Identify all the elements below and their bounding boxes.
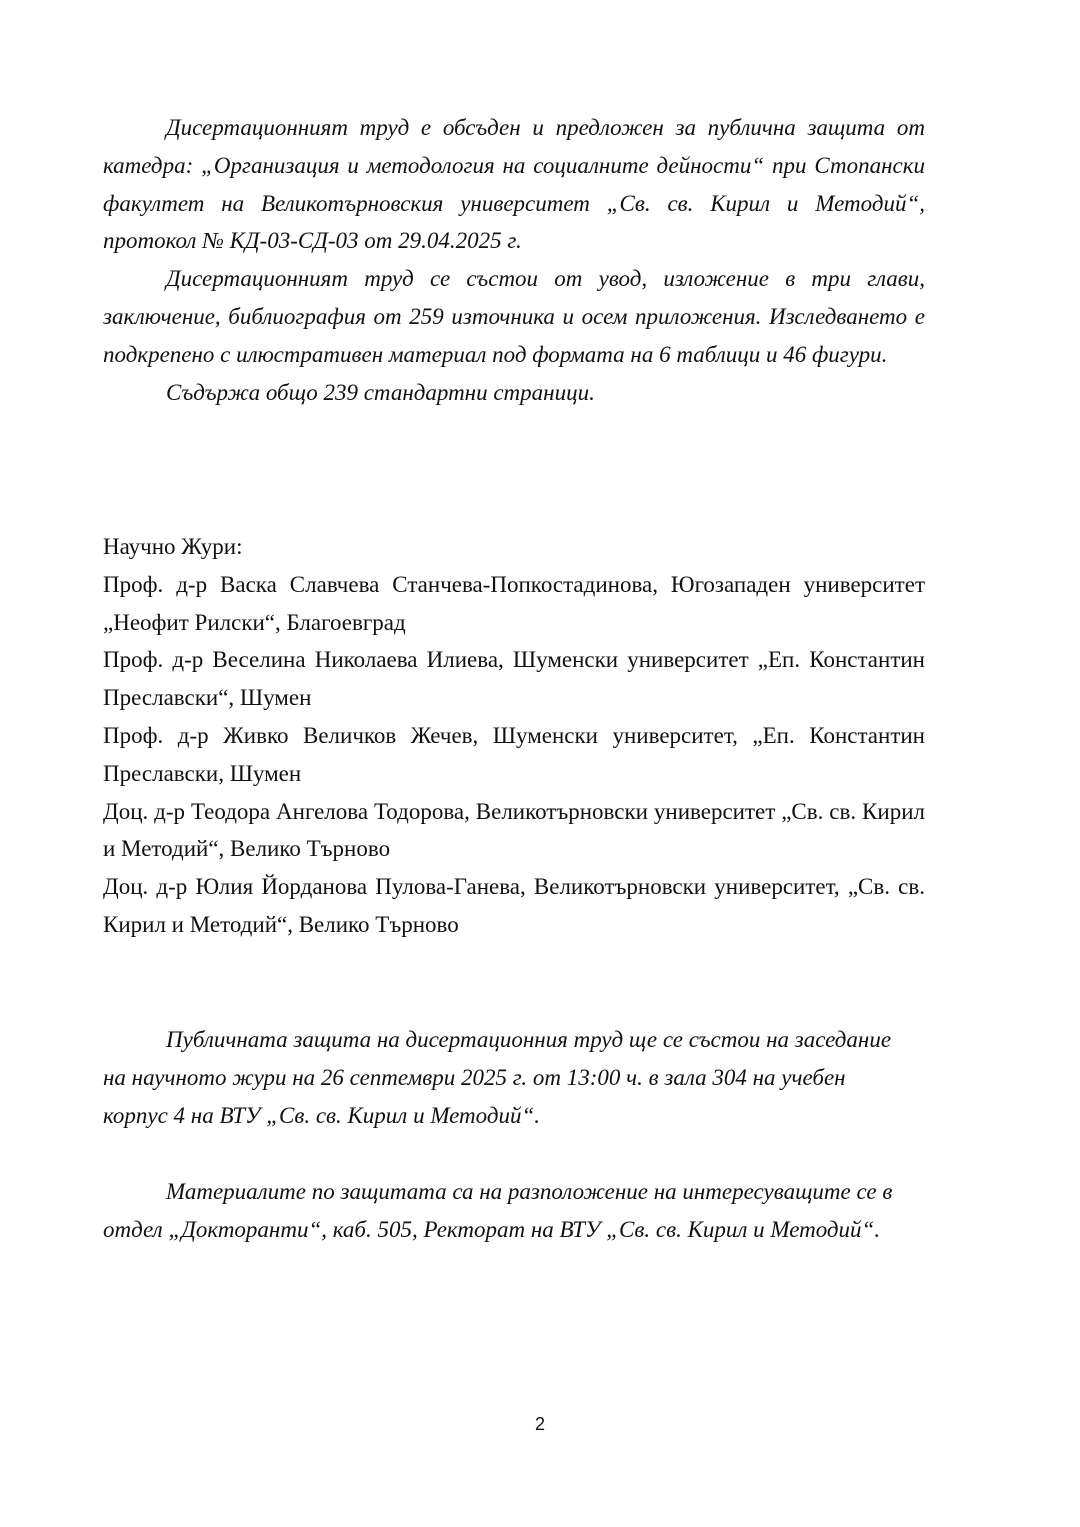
discussion-paragraph: Дисертационният труд е обсъден и предложен за публична защита от катедра: „Организация и методология на социалните дейности“ при Стопански факултет на Великотърновския университет „Св. св. Кирил и Методий“, протокол № КД-03-СД-03 от 29.04.2025 г. <box>103 115 925 254</box>
jury-section <box>103 528 925 944</box>
jury-member: Доц. д-р Юлия Йорданова Пулова-Ганева, Великотърновски университет, „Св. св. Кирил и Методий“, Велико Търново <box>103 874 925 937</box>
defense-paragraph: Публичната защита на дисертационния труд ще се състои на заседание на научното жури на 26 септември 2025 г. от 13:00 ч. в зала 304 на учебен корпус 4 на ВТУ „Св. св. Кирил и Методий“. <box>103 1027 892 1128</box>
defense-announcement <box>103 1021 893 1134</box>
structure-paragraph: Дисертационният труд се състои от увод, изложение в три глави, заключение, библиография от 259 източника и осем приложения. Изследването е подкрепено с илюстративен материал под формата на 6 таблици и 46 фигури. <box>103 266 925 367</box>
page-number: 2 <box>534 1414 545 1434</box>
pages-paragraph: Съдържа общо 239 стандартни страници. <box>166 379 595 405</box>
jury-member: Проф. д-р Веселина Николаева Илиева, Шуменски университет „Еп. Константин Преславски“, Шумен <box>103 647 925 711</box>
jury-member: Проф. д-р Васка Славчева Станчева-Попкостадинова, Югозападен университет „Неофит Рилски“, Благоевград <box>103 571 925 635</box>
dissertation-info <box>103 109 925 411</box>
materials-announcement <box>103 1173 925 1249</box>
jury-heading: Научно Жури: <box>103 534 243 559</box>
materials-paragraph: Материалите по защитата са на разположение на интересуващите се в отдел „Докторанти“, каб. 505, Ректорат на ВТУ „Св. св. Кирил и Методий“. <box>103 1179 893 1242</box>
jury-member: Проф. д-р Живко Величков Жечев, Шуменски университет, „Еп. Константин Преславски, Шумен <box>103 722 925 786</box>
jury-member: Доц. д-р Теодора Ангелова Тодорова, Великотърновски университет „Св. св. Кирил и Методий“, Велико Търново <box>103 798 925 862</box>
